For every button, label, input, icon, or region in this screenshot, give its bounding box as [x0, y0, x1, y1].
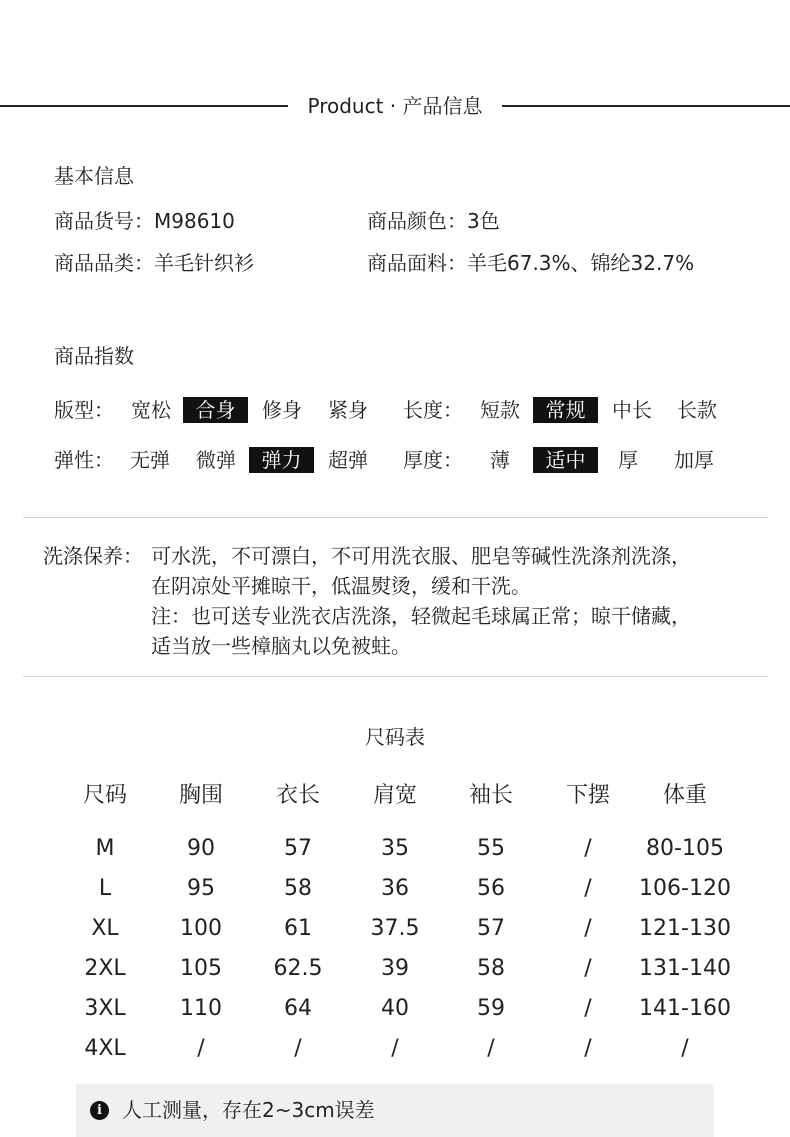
fit-label: 版型：: [54, 398, 114, 422]
size-cell: 62.5: [273, 956, 323, 981]
size-cell: 106-120: [639, 876, 731, 901]
care-line: 在阴凉处平摊晾干，低温熨烫，缓和干洗。: [151, 574, 531, 598]
product-category: 商品品类：羊毛针织衫: [54, 251, 254, 275]
care-line: 可水洗，不可漂白，不可用洗衣服、肥皂等碱性洗涤剂洗涤，: [151, 544, 691, 568]
fit-option: 合身: [183, 397, 248, 423]
item-number: 商品货号：M98610: [54, 209, 235, 233]
size-cell: M: [95, 836, 115, 861]
size-cell: 55: [477, 836, 505, 861]
size-cell: 95: [187, 876, 215, 901]
care-label: 洗涤保养：: [43, 544, 143, 568]
thickness-option: 厚: [618, 448, 638, 472]
size-cell: 40: [381, 996, 409, 1021]
size-cell: XL: [91, 916, 119, 941]
fit-option: 紧身: [328, 398, 368, 422]
size-cell: 121-130: [639, 916, 731, 941]
length-option: 长款: [677, 398, 717, 422]
size-cell: 39: [381, 956, 409, 981]
header-line-right: [502, 105, 790, 107]
length-option: 中长: [612, 398, 652, 422]
size-header-cell: 尺码: [82, 783, 127, 808]
length-label: 长度：: [403, 398, 463, 422]
note-text: 人工测量，存在2~3cm误差: [122, 1098, 375, 1122]
size-header-cell: 胸围: [178, 783, 223, 808]
product-color: 商品颜色：3色: [367, 209, 500, 233]
elastic-option: 弹力: [249, 447, 314, 473]
size-cell: 56: [477, 876, 505, 901]
size-cell: /: [197, 1036, 205, 1061]
size-cell: 59: [477, 996, 505, 1021]
size-cell: 141-160: [639, 996, 731, 1021]
size-cell: 58: [477, 956, 505, 981]
size-table-title: 尺码表: [365, 725, 425, 749]
length-option: 短款: [480, 398, 520, 422]
elastic-option: 超弹: [328, 448, 368, 472]
size-cell: 105: [180, 956, 222, 981]
size-cell: 4XL: [84, 1036, 126, 1061]
size-cell: 58: [284, 876, 312, 901]
size-cell: L: [98, 876, 112, 901]
size-header-cell: 衣长: [275, 783, 320, 808]
size-cell: /: [584, 876, 592, 901]
size-cell: 35: [381, 836, 409, 861]
measurement-note: [76, 1084, 714, 1137]
elastic-label: 弹性：: [54, 448, 114, 472]
thickness-option: 薄: [490, 448, 510, 472]
size-header-cell: 袖长: [468, 783, 513, 808]
divider: [23, 676, 768, 677]
elastic-option: 微弹: [196, 448, 236, 472]
size-cell: 110: [180, 996, 222, 1021]
care-line: 适当放一些樟脑丸以免被蛀。: [151, 634, 411, 658]
size-cell: /: [584, 916, 592, 941]
basic-info-title: 基本信息: [54, 164, 134, 188]
size-cell: /: [584, 836, 592, 861]
divider: [23, 517, 768, 518]
elastic-option: 无弹: [130, 448, 170, 472]
product-fabric: 商品面料：羊毛67.3%、锦纶32.7%: [367, 251, 695, 275]
page-title: Product · 产品信息: [307, 94, 483, 118]
product-index-title: 商品指数: [54, 344, 134, 368]
size-cell: 80-105: [646, 836, 724, 861]
size-cell: 100: [180, 916, 222, 941]
size-cell: 57: [284, 836, 312, 861]
fit-option: 修身: [262, 398, 302, 422]
size-header-cell: 体重: [662, 783, 707, 808]
size-cell: /: [681, 1036, 689, 1061]
care-line: 注：也可送专业洗衣店洗涤，轻微起毛球属正常；晾干储藏，: [151, 604, 691, 628]
fit-option: 宽松: [131, 398, 171, 422]
size-cell: 131-140: [639, 956, 731, 981]
size-header-cell: 下摆: [565, 783, 610, 808]
size-cell: 90: [187, 836, 215, 861]
size-header-cell: 肩宽: [372, 783, 417, 808]
size-cell: 37.5: [370, 916, 420, 941]
info-icon: i: [90, 1101, 109, 1120]
thickness-option: 适中: [533, 447, 598, 473]
size-cell: 2XL: [84, 956, 126, 981]
size-cell: 3XL: [84, 996, 126, 1021]
size-cell: /: [391, 1036, 399, 1061]
thickness-option: 加厚: [674, 448, 714, 472]
size-cell: /: [584, 996, 592, 1021]
size-cell: /: [584, 956, 592, 981]
size-cell: 36: [381, 876, 409, 901]
length-option: 常规: [533, 397, 598, 423]
size-cell: /: [487, 1036, 495, 1061]
size-cell: /: [584, 1036, 592, 1061]
size-cell: 64: [284, 996, 312, 1021]
size-cell: 61: [284, 916, 312, 941]
thickness-label: 厚度：: [403, 448, 463, 472]
size-cell: 57: [477, 916, 505, 941]
size-cell: /: [294, 1036, 302, 1061]
